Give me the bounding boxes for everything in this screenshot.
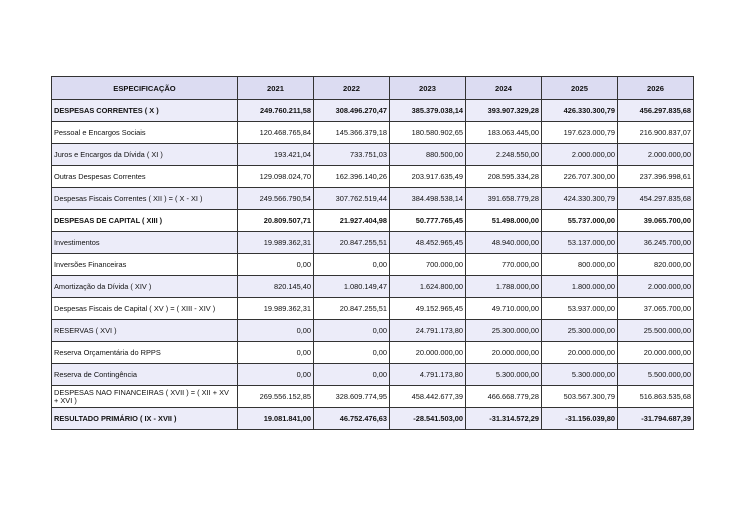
row-value: 49.710.000,00: [466, 298, 542, 320]
header-year: 2026: [618, 77, 694, 100]
row-value: 2.000.000,00: [618, 276, 694, 298]
header-year: 2022: [314, 77, 390, 100]
row-value: -31.156.039,80: [542, 408, 618, 430]
table-row: [52, 232, 694, 254]
table-header-row: [52, 77, 694, 100]
table-row: [52, 276, 694, 298]
row-value: 0,00: [314, 342, 390, 364]
row-value: 0,00: [238, 364, 314, 386]
row-value: 820.000,00: [618, 254, 694, 276]
row-value: 53.937.000,00: [542, 298, 618, 320]
row-value: 5.300.000,00: [466, 364, 542, 386]
row-value: 237.396.998,61: [618, 166, 694, 188]
row-value: 216.900.837,07: [618, 122, 694, 144]
row-value: 385.379.038,14: [390, 100, 466, 122]
row-value: 0,00: [314, 254, 390, 276]
row-value: 1.788.000,00: [466, 276, 542, 298]
table-body: [52, 100, 694, 430]
row-value: 21.927.404,98: [314, 210, 390, 232]
row-value: 162.396.140,26: [314, 166, 390, 188]
row-value: 36.245.700,00: [618, 232, 694, 254]
row-value: 516.863.535,68: [618, 386, 694, 408]
row-label: Reserva Orçamentária do RPPS: [52, 342, 238, 364]
row-value: 269.556.152,85: [238, 386, 314, 408]
row-value: 25.300.000,00: [466, 320, 542, 342]
row-label: Juros e Encargos da Dívida ( XI ): [52, 144, 238, 166]
row-value: 2.000.000,00: [618, 144, 694, 166]
header-year: 2021: [238, 77, 314, 100]
row-value: 208.595.334,28: [466, 166, 542, 188]
row-value: 391.658.779,28: [466, 188, 542, 210]
row-value: 145.366.379,18: [314, 122, 390, 144]
row-value: 203.917.635,49: [390, 166, 466, 188]
row-value: 393.907.329,28: [466, 100, 542, 122]
row-value: 20.809.507,71: [238, 210, 314, 232]
header-year: 2025: [542, 77, 618, 100]
row-value: 180.580.902,65: [390, 122, 466, 144]
row-value: 0,00: [238, 254, 314, 276]
row-value: 193.421,04: [238, 144, 314, 166]
row-value: 308.496.270,47: [314, 100, 390, 122]
row-label: DESPESAS DE CAPITAL ( XIII ): [52, 210, 238, 232]
row-value: 20.000.000,00: [466, 342, 542, 364]
row-value: 51.498.000,00: [466, 210, 542, 232]
row-value: 1.800.000,00: [542, 276, 618, 298]
header-year: 2023: [390, 77, 466, 100]
row-value: 19.081.841,00: [238, 408, 314, 430]
row-label: Inversões Financeiras: [52, 254, 238, 276]
row-value: 0,00: [238, 342, 314, 364]
row-value: 20.847.255,51: [314, 232, 390, 254]
row-value: 800.000,00: [542, 254, 618, 276]
row-value: 46.752.476,63: [314, 408, 390, 430]
table-row: [52, 188, 694, 210]
row-value: 307.762.519,44: [314, 188, 390, 210]
row-label: DESPESAS CORRENTES ( X ): [52, 100, 238, 122]
row-value: 39.065.700,00: [618, 210, 694, 232]
row-label: Amortização da Dívida ( XIV ): [52, 276, 238, 298]
row-label: Investimentos: [52, 232, 238, 254]
row-label: Despesas Fiscais de Capital ( XV ) = ( XIII - XIV ): [52, 298, 238, 320]
row-value: 733.751,03: [314, 144, 390, 166]
row-value: 880.500,00: [390, 144, 466, 166]
row-value: 129.098.024,70: [238, 166, 314, 188]
row-value: 454.297.835,68: [618, 188, 694, 210]
row-value: 0,00: [314, 364, 390, 386]
table-row: [52, 342, 694, 364]
row-value: 50.777.765,45: [390, 210, 466, 232]
row-value: 25.500.000,00: [618, 320, 694, 342]
header-year: 2024: [466, 77, 542, 100]
row-label: Despesas Fiscais Correntes ( XII ) = ( X - XI ): [52, 188, 238, 210]
table-row: [52, 210, 694, 232]
row-label: DESPESAS NAO FINANCEIRAS ( XVII ) = ( XII + XV + XVI ): [52, 386, 238, 408]
row-value: 249.566.790,54: [238, 188, 314, 210]
row-value: 226.707.300,00: [542, 166, 618, 188]
row-value: -31.794.687,39: [618, 408, 694, 430]
row-value: 249.760.211,58: [238, 100, 314, 122]
row-value: 48.452.965,45: [390, 232, 466, 254]
row-value: -28.541.503,00: [390, 408, 466, 430]
table-row: [52, 386, 694, 408]
row-value: 53.137.000,00: [542, 232, 618, 254]
row-label: Outras Despesas Correntes: [52, 166, 238, 188]
row-value: 0,00: [314, 320, 390, 342]
row-value: 820.145,40: [238, 276, 314, 298]
row-value: 456.297.835,68: [618, 100, 694, 122]
row-value: 24.791.173,80: [390, 320, 466, 342]
table-row: [52, 254, 694, 276]
row-value: 19.989.362,31: [238, 232, 314, 254]
header-especificacao: ESPECIFICAÇÃO: [52, 77, 238, 100]
fiscal-expenses-table: [51, 76, 694, 430]
row-value: 183.063.445,00: [466, 122, 542, 144]
row-value: 19.989.362,31: [238, 298, 314, 320]
row-label: Reserva de Contingência: [52, 364, 238, 386]
row-value: 20.000.000,00: [390, 342, 466, 364]
row-value: 2.248.550,00: [466, 144, 542, 166]
row-value: 5.300.000,00: [542, 364, 618, 386]
row-value: -31.314.572,29: [466, 408, 542, 430]
table-row: [52, 144, 694, 166]
row-label: Pessoal e Encargos Sociais: [52, 122, 238, 144]
row-value: 503.567.300,79: [542, 386, 618, 408]
row-value: 458.442.677,39: [390, 386, 466, 408]
row-value: 770.000,00: [466, 254, 542, 276]
row-value: 4.791.173,80: [390, 364, 466, 386]
row-value: 2.000.000,00: [542, 144, 618, 166]
table-row: [52, 166, 694, 188]
row-value: 120.468.765,84: [238, 122, 314, 144]
row-value: 384.498.538,14: [390, 188, 466, 210]
row-value: 426.330.300,79: [542, 100, 618, 122]
table-row: [52, 408, 694, 430]
row-value: 1.080.149,47: [314, 276, 390, 298]
row-value: 20.847.255,51: [314, 298, 390, 320]
row-value: 1.624.800,00: [390, 276, 466, 298]
table-row: [52, 100, 694, 122]
row-value: 49.152.965,45: [390, 298, 466, 320]
row-label: RESERVAS ( XVI ): [52, 320, 238, 342]
table-row: [52, 298, 694, 320]
row-value: 0,00: [238, 320, 314, 342]
row-value: 700.000,00: [390, 254, 466, 276]
row-value: 48.940.000,00: [466, 232, 542, 254]
row-value: 37.065.700,00: [618, 298, 694, 320]
row-value: 5.500.000,00: [618, 364, 694, 386]
row-value: 466.668.779,28: [466, 386, 542, 408]
row-value: 20.000.000,00: [618, 342, 694, 364]
row-value: 328.609.774,95: [314, 386, 390, 408]
row-value: 197.623.000,79: [542, 122, 618, 144]
row-value: 424.330.300,79: [542, 188, 618, 210]
table-row: [52, 364, 694, 386]
table-row: [52, 320, 694, 342]
row-value: 25.300.000,00: [542, 320, 618, 342]
row-value: 55.737.000,00: [542, 210, 618, 232]
row-value: 20.000.000,00: [542, 342, 618, 364]
table-row: [52, 122, 694, 144]
row-label: RESULTADO PRIMÁRIO ( IX - XVII ): [52, 408, 238, 430]
